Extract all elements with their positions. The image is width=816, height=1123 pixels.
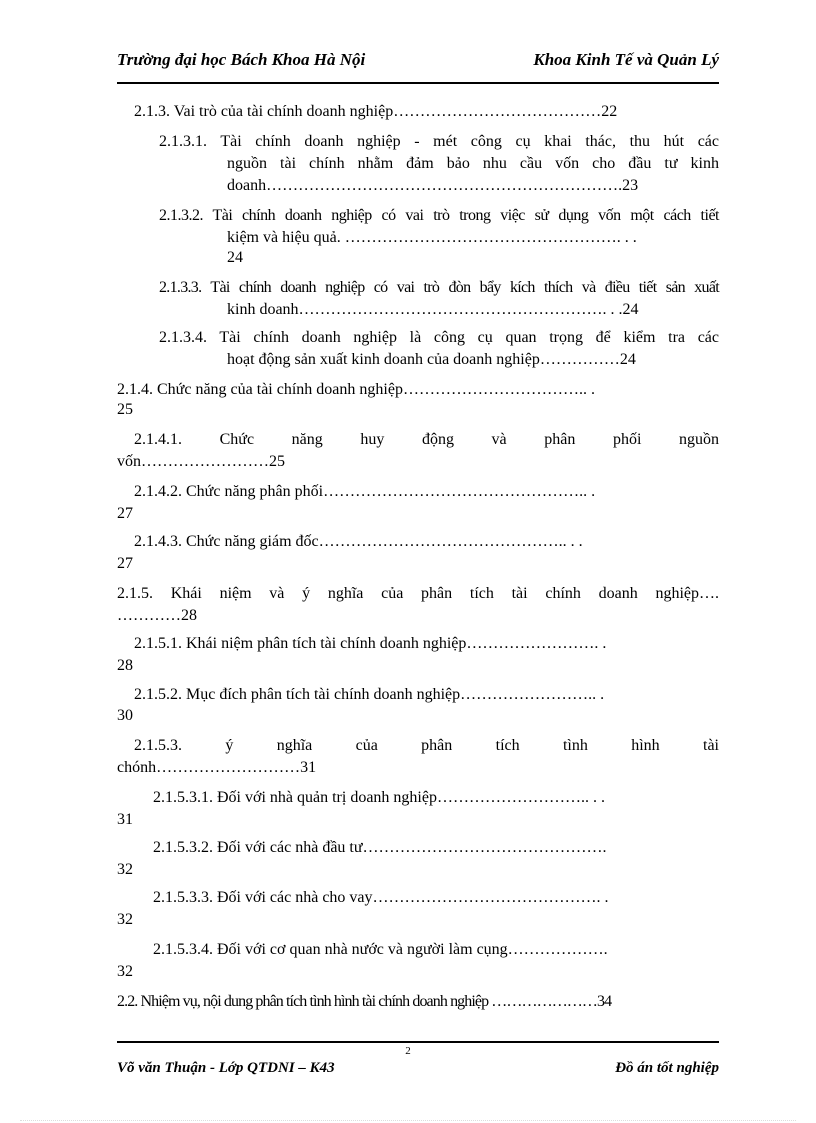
toc-entry-2-2: 2.2. Nhiệm vụ, nội dung phân tích tình hình tài chính doanh nghiệp …………………34 <box>117 993 612 1010</box>
toc-entry-2-1-4-3-page: 27 <box>117 555 133 572</box>
toc-entry-2-1-3-2-cont: kiệm và hiệu quả. ……………………………………………. . . <box>227 229 637 246</box>
toc-entry-2-1-5-3-4-page: 32 <box>117 963 133 980</box>
toc-entry-2-1-3-2-page: 24 <box>227 249 243 266</box>
toc-entry-2-1-3-3-cont: kinh doanh…………………………………………………. . .24 <box>227 301 639 318</box>
page-header <box>117 50 719 74</box>
page-number: 2 <box>405 1045 411 1057</box>
toc-entry-2-1-5-2: 2.1.5.2. Mục đích phân tích tài chính doanh nghiệp…………………….. . <box>134 686 605 703</box>
toc-entry-2-1-3-1: 2.1.3.1. Tài chính doanh nghiệp - mét công cụ khai thác, thu hút các <box>159 133 719 150</box>
toc-entry-2-1-5-1: 2.1.5.1. Khái niệm phân tích tài chính doanh nghiệp……………………. . <box>134 635 607 652</box>
toc-entry-2-1-5-3-2: 2.1.5.3.2. Đối với các nhà đầu tư………………………………………. <box>153 839 607 856</box>
toc-entry-2-1-4: 2.1.4. Chức năng của tài chính doanh nghiệp…………………………….. . <box>117 381 595 398</box>
toc-entry-2-1-5-3-1-page: 31 <box>117 811 133 828</box>
toc-entry-2-1-4-1: 2.1.4.1. Chức năng huy động và phân phối nguồn <box>134 431 719 448</box>
toc-entry-2-1-3: 2.1.3. Vai trò của tài chính doanh nghiệp…………………………………22 <box>134 103 618 120</box>
toc-entry-2-1-4-2-page: 27 <box>117 505 133 522</box>
toc-entry-2-1-3-1-cont: doanh………………………………………………………….23 <box>227 177 639 194</box>
page-edge-divider <box>20 1120 796 1121</box>
toc-entry-2-1-5-3: 2.1.5.3. ý nghĩa của phân tích tình hình tài <box>134 737 719 754</box>
footer-rule <box>117 1041 719 1043</box>
toc-entry-2-1-4-3: 2.1.4.3. Chức năng giám đốc……………………………………….. . . <box>134 533 583 550</box>
toc-entry-2-1-5: 2.1.5. Khái niệm và ý nghĩa của phân tích tài chính doanh nghiệp…. <box>117 585 719 602</box>
toc-entry-2-1-5-cont: …………28 <box>117 607 197 624</box>
page-footer <box>117 1060 719 1082</box>
toc-entry-2-1-4-page: 25 <box>117 401 133 418</box>
toc-entry-2-1-3-3: 2.1.3.3. Tài chính doanh nghiệp có vai trò đòn bẩy kích thích và điều tiết sản xuất <box>159 279 719 296</box>
toc-entry-2-1-5-3-3: 2.1.5.3.3. Đối với các nhà cho vay……………………………………. . <box>153 889 609 906</box>
toc-entry-2-1-3-1-cont: nguồn tài chính nhằm đảm bảo nhu cầu vốn cho đầu tư kinh <box>227 155 719 172</box>
header-rule <box>117 82 719 84</box>
toc-entry-2-1-4-1-cont: vốn……………………25 <box>117 453 285 470</box>
footer-author: Võ văn Thuận - Lớp QTDNI – K43 <box>117 1060 335 1076</box>
toc-entry-2-1-5-3-4: 2.1.5.3.4. Đối với cơ quan nhà nước và người làm cụng………………. <box>153 941 608 958</box>
toc-entry-2-1-5-1-page: 28 <box>117 657 133 674</box>
toc-entry-2-1-3-4-cont: hoạt động sản xuất kinh doanh của doanh nghiệp……………24 <box>227 351 636 368</box>
header-faculty: Khoa Kinh Tế và Quản Lý <box>533 50 719 69</box>
toc-entry-2-1-5-3-3-page: 32 <box>117 911 133 928</box>
toc-entry-2-1-5-3-1: 2.1.5.3.1. Đối với nhà quản trị doanh nghiệp……………………….. . . <box>153 789 605 806</box>
toc-entry-2-1-5-3-cont: chónh………………………31 <box>117 759 317 776</box>
footer-doc-type: Đồ án tốt nghiệp <box>615 1060 719 1076</box>
toc-entry-2-1-5-2-page: 30 <box>117 707 133 724</box>
header-university: Trường đại học Bách Khoa Hà Nội <box>117 50 366 69</box>
toc-entry-2-1-5-3-2-page: 32 <box>117 861 133 878</box>
toc-entry-2-1-4-2: 2.1.4.2. Chức năng phân phối………………………………………….. . <box>134 483 596 500</box>
toc-entry-2-1-3-2: 2.1.3.2. Tài chính doanh nghiệp có vai trò trong việc sử dụng vốn một cách tiết <box>159 207 719 224</box>
toc-entry-2-1-3-4: 2.1.3.4. Tài chính doanh nghiệp là công cụ quan trọng để kiểm tra các <box>159 329 719 346</box>
